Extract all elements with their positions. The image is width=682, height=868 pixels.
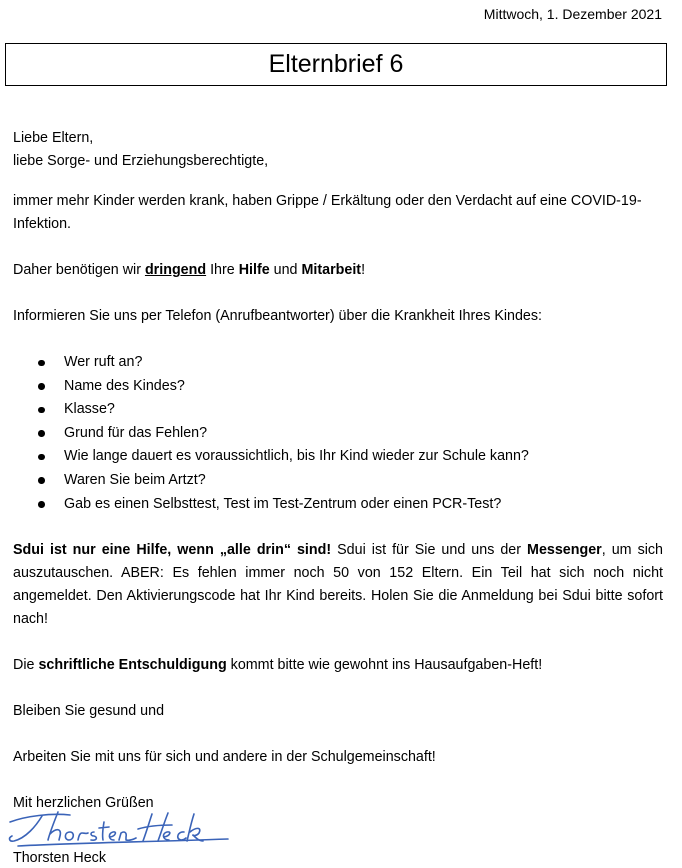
intro-paragraph: immer mehr Kinder werden krank, haben Grippe / Erkältung oder den Verdacht auf eine COVID-19-Infektion. xyxy=(13,193,642,232)
help-text-2: Ihre xyxy=(206,262,239,278)
inform-paragraph: Informieren Sie uns per Telefon (Anrufbeantworter) über die Krankheit Ihres Kindes: xyxy=(13,308,543,324)
messenger-word: Messenger xyxy=(527,542,602,559)
signer-name: Thorsten Heck xyxy=(13,850,106,866)
sdui-text-2: , um sich auszutauschen. ABER: Es fehlen immer noch 50 von 152 Eltern. Ein Teil hat sich noch nicht angemeldet. Den Aktivierungscode hat Ihr Kind bereits. Holen Sie die Anmeldung bei Sdui bitte sofort nach! xyxy=(13,542,664,628)
question-list xyxy=(13,351,663,516)
excuse-text-1: Die xyxy=(13,657,39,674)
question-item: Gab es einen Selbsttest, Test im Test-Zentrum oder einen PCR-Test? xyxy=(13,493,663,517)
question-item: Klasse? xyxy=(13,398,663,422)
urgent-word: dringend xyxy=(144,262,207,278)
excuse-text-2: kommt bitte wie gewohnt ins Hausaufgaben-Heft! xyxy=(226,657,543,674)
greeting-line-2: liebe Sorge- und Erziehungsberechtigte, xyxy=(13,153,269,169)
question-item: Wer ruft an? xyxy=(13,351,663,375)
letter-date: Mittwoch, 1. Dezember 2021 xyxy=(483,6,662,22)
sdui-text-1: Sdui ist für Sie und uns der xyxy=(331,542,528,559)
help-word: Hilfe xyxy=(238,262,270,278)
work-together-line: Arbeiten Sie mit uns für sich und andere in der Schulgemeinschaft! xyxy=(13,749,436,766)
help-text-3: und xyxy=(269,262,302,278)
greeting-line-1: Liebe Eltern, xyxy=(13,130,94,146)
letter-title: Elternbrief 6 xyxy=(268,50,404,78)
question-item: Waren Sie beim Artzt? xyxy=(13,469,663,493)
question-item: Wie lange dauert es voraussichtlich, bis Ihr Kind wieder zur Schule kann? xyxy=(13,445,663,469)
letter-title-box xyxy=(5,43,667,86)
stay-healthy-line: Bleiben Sie gesund und xyxy=(13,703,165,720)
letter-body xyxy=(13,127,663,815)
help-text-4: ! xyxy=(361,262,366,278)
question-item: Grund für das Fehlen? xyxy=(13,422,663,446)
closing-line: Mit herzlichen Grüßen xyxy=(13,795,154,812)
help-text-1: Daher benötigen wir xyxy=(13,262,145,278)
written-excuse-word: schriftliche Entschuldigung xyxy=(38,657,227,674)
excuse-paragraph xyxy=(13,654,663,677)
handwritten-signature xyxy=(6,808,231,850)
cooperation-word: Mitarbeit xyxy=(301,262,362,278)
question-item: Name des Kindes? xyxy=(13,375,663,399)
sdui-paragraph xyxy=(13,539,663,631)
help-request-paragraph xyxy=(13,259,663,282)
sdui-bold-lead: Sdui ist nur eine Hilfe, wenn „alle drin“ sind! xyxy=(13,542,332,559)
